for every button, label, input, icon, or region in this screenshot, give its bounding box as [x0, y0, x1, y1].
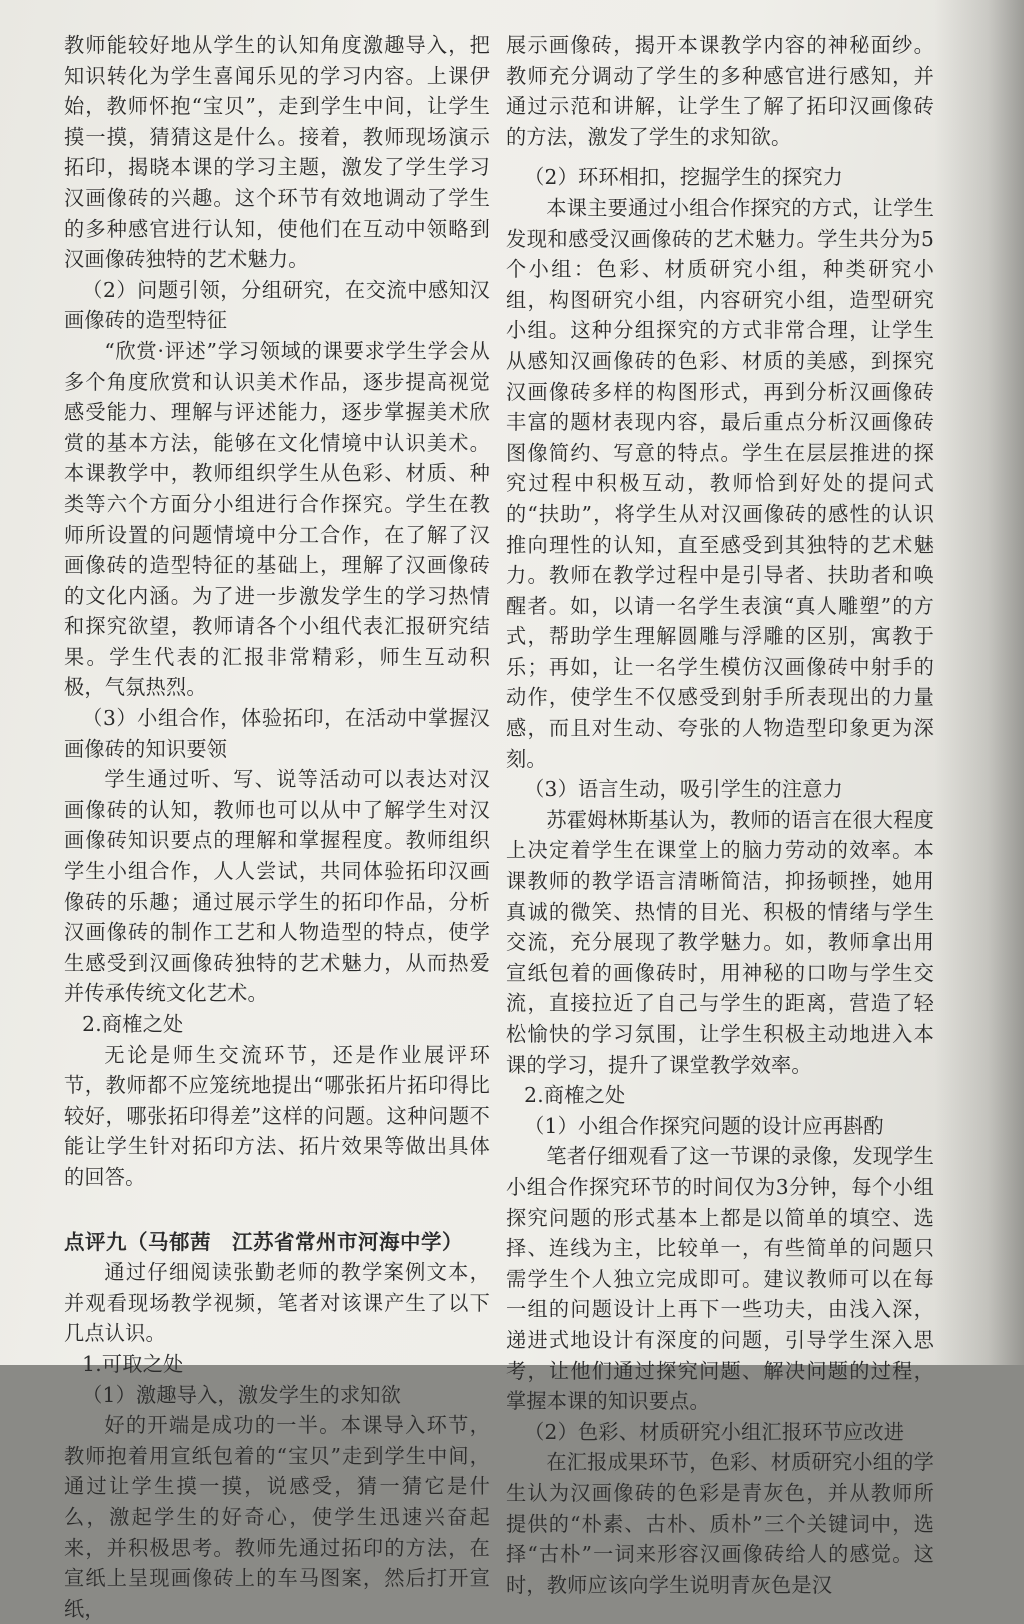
paragraph: “欣赏·评述”学习领域的课要求学生学会从多个角度欣赏和认识美术作品，逐步提高视觉感受能力、理解与评述能力，逐步掌握美术欣赏的基本方法，能够在文化情境中认识美术。本课教学中，教师组织学生从色彩、材质、种类等六个方面分小组进行合作探究。学生在教师所设置的问题情境中分工合作，在了解了汉画像砖的造型特征的基础上，理解了汉画像砖的文化内涵。为了进一步激发学生的学习热情和探究欲望，教师请各个小组代表汇报研究结果。学生代表的汇报非常精彩，师生互动积极，气氛热烈。 — [64, 338, 490, 700]
section-heading: （2）环环相扣，挖掘学生的探究力 — [524, 165, 844, 190]
paragraph: 展示画像砖，揭开本课教学内容的神秘面纱。教师充分调动了学生的多种感官进行感知，并通过示范和讲解，让学生了解了拓印汉画像砖的方法，激发了学生的求知欲。 — [506, 33, 934, 149]
right-column — [506, 30, 934, 1600]
section-heading: （2）色彩、材质研究小组汇报环节应改进 — [524, 1419, 905, 1444]
left-column — [64, 30, 490, 1624]
section-heading: （1）激趣导入，激发学生的求知欲 — [82, 1382, 402, 1407]
section-heading: 1.可取之处 — [82, 1351, 184, 1376]
paragraph: 本课主要通过小组合作探究的方式，让学生发现和感受汉画像砖的艺术魅力。学生共分为5个小组：色彩、材质研究小组，种类研究小组，构图研究小组，内容研究小组，造型研究小组。这种分组探究的方式非常合理，让学生从感知汉画像砖的色彩、材质的美感，到探究汉画像砖多样的构图形式，再到分析汉画像砖丰富的题材表现内容，最后重点分析汉画像砖图像简约、写意的特点。学生在层层推进的探究过程中积极互动，教师恰到好处的提问式的“扶助”，将学生从对汉画像砖的感性的认识推向理性的认知，直至感受到其独特的艺术魅力。教师在教学过程中是引导者、扶助者和唤醒者。如，以请一名学生表演“真人雕塑”的方式，帮助学生理解圆雕与浮雕的区别，寓教于乐；再如，让一名学生模仿汉画像砖中射手的动作，使学生不仅感受到射手所表现出的力量感，而且对生动、夸张的人物造型印象更为深刻。 — [506, 195, 934, 771]
paragraph: 苏霍姆林斯基认为，教师的语言在很大程度上决定着学生在课堂上的脑力劳动的效率。本课教师的教学语言清晰简洁，抑扬顿挫，她用真诚的微笑、热情的目光、积极的情绪与学生交流，充分展现了教学魅力。如，教师拿出用宣纸包着的画像砖时，用神秘的口吻与学生交流，直接拉近了自己与学生的距离，营造了轻松愉快的学习氛围，让学生积极主动地进入本课的学习，提升了课堂教学效率。 — [506, 807, 934, 1077]
section-heading: （1）小组合作探究问题的设计应再斟酌 — [524, 1113, 884, 1138]
section-heading: （3）语言生动，吸引学生的注意力 — [524, 777, 844, 802]
paragraph: 笔者仔细观看了这一节课的录像，发现学生小组合作探究环节的时间仅为3分钟，每个小组探究问题的形式基本上都是以简单的填空、选择、连线为主，比较单一，有些简单的问题只需学生个人独立完成即可。建议教师可以在每一组的问题设计上再下一些功夫，由浅入深，递进式地设计有深度的问题，引导学生深入思考，让他们通过探究问题、解决问题的过程，掌握本课的知识要点。 — [506, 1144, 934, 1414]
paragraph: 在汇报成果环节，色彩、材质研究小组的学生认为汉画像砖的色彩是青灰色，并从教师所提供的“朴素、古朴、质朴”三个关键词中，选择“古朴”一词来形容汉画像砖给人的感觉。这时，教师应该向学生说明青灰色是汉 — [506, 1450, 934, 1597]
paragraph: 通过仔细阅读张勤老师的教学案例文本，并观看现场教学视频，笔者对该课产生了以下几点认识。 — [64, 1260, 490, 1346]
paragraph: 教师能较好地从学生的认知角度激趣导入，把知识转化为学生喜闻乐见的学习内容。上课伊始，教师怀抱“宝贝”，走到学生中间，让学生摸一摸，猜猜这是什么。接着，教师现场演示拓印，揭晓本课的学习主题，激发了学生学习汉画像砖的兴趣。这个环节有效地调动了学生的多种感官进行认知，使他们在互动中领略到汉画像砖独特的艺术魅力。 — [64, 33, 490, 272]
page-edge-shadow — [934, 0, 1024, 1365]
section-heading: 2.商榷之处 — [82, 1012, 184, 1036]
paragraph: 无论是师生交流环节，还是作业展评环节，教师都不应笼统地提出“哪张拓片拓印得比较好，哪张拓印得差”这样的问题。这种问题不能让学生针对拓印方法、拓片效果等做出具体的回答。 — [64, 1042, 490, 1189]
section-heading: （2）问题引领，分组研究，在交流中感知汉画像砖的造型特征 — [64, 277, 490, 333]
paragraph: 好的开端是成功的一半。本课导入环节，教师抱着用宣纸包着的“宝贝”走到学生中间，通过让学生摸一摸，说感受，猜一猜它是什么，激起学生的好奇心，使学生迅速兴奋起来，并积极思考。教师先通过拓印的方法，在宣纸上呈现画像砖上的车马图案，然后打开宣纸， — [64, 1413, 490, 1621]
review-title: 点评九（马郁茜 江苏省常州市河海中学） — [64, 1229, 463, 1254]
section-heading: 2.商榷之处 — [524, 1083, 626, 1108]
section-heading: （3）小组合作，体验拓印，在活动中掌握汉画像砖的知识要领 — [64, 706, 490, 761]
paragraph: 学生通过听、写、说等活动可以表达对汉画像砖的认知，教师也可以从中了解学生对汉画像砖知识要点的理解和掌握程度。教师组织学生小组合作，人人尝试，共同体验拓印汉画像砖的乐趣；通过展示学生的拓印作品，分析汉画像砖的制作工艺和人物造型的特点，使学生感受到汉画像砖独特的艺术魅力，从而热爱并传承传统文化艺术。 — [64, 767, 490, 1006]
